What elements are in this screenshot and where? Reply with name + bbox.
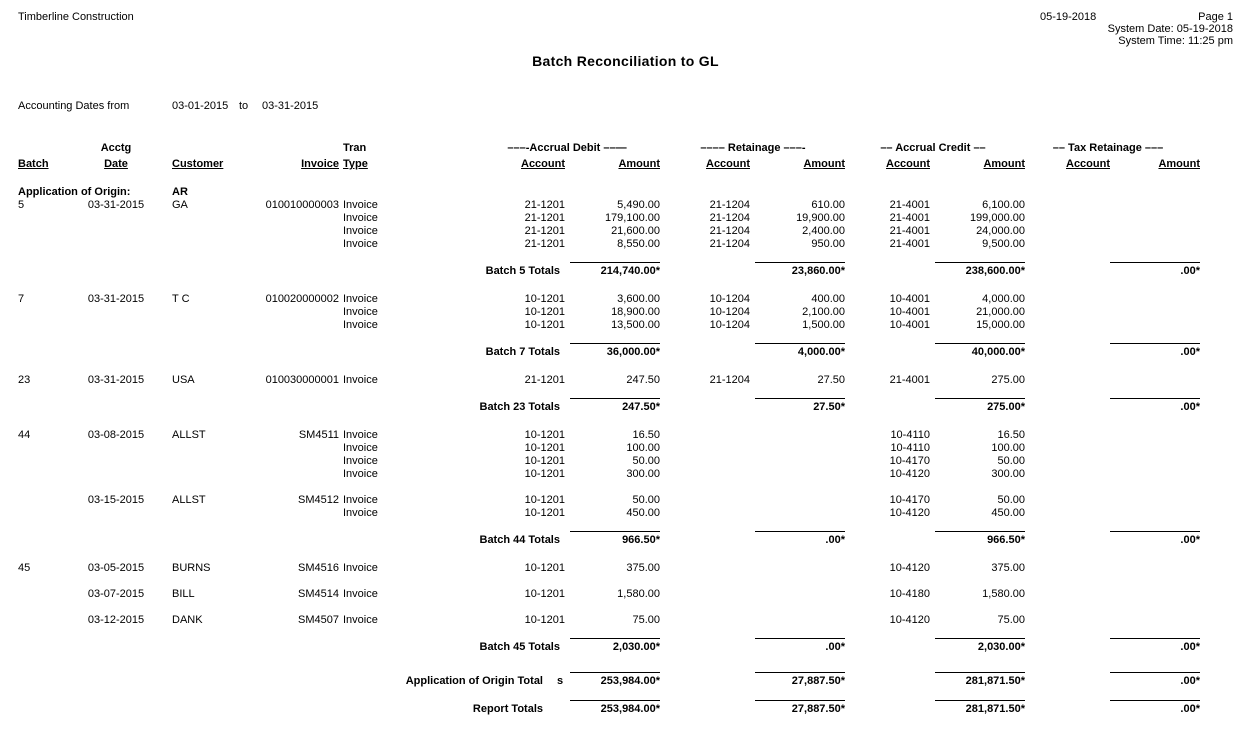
batch-total-accrual-credit: 238,600.00* [965,265,1025,277]
cell-accrual-debit-amount: 18,900.00 [611,306,660,318]
cell-accrual-credit-account: 10-4120 [889,614,930,626]
cell-batch-number: 5 [18,199,25,211]
cell-tran-type: Invoice [343,225,378,237]
group-header-tax-retainage: –– Tax Retainage ––– [1052,142,1164,154]
total-rule [755,531,845,532]
total-rule [755,700,845,701]
total-rule [1110,638,1200,639]
column-header-tran-line1: Tran [343,142,367,154]
cell-accrual-credit-amount: 4,000.00 [982,293,1025,305]
cell-accrual-debit-amount: 16.50 [632,429,660,441]
system-time: System Time: 11:25 pm [1118,35,1233,47]
column-header-tax-retainage-amount: Amount [1158,158,1200,170]
cell-retainage-account: 21-1204 [709,212,750,224]
cell-accrual-credit-amount: 50.00 [997,494,1025,506]
cell-accrual-debit-account: 21-1201 [524,374,565,386]
total-rule [755,672,845,673]
total-rule [935,638,1025,639]
batch-total-retainage: 27.50* [813,401,845,413]
column-header-tran-type: Type [343,158,368,170]
batch-total-accrual-credit: 275.00* [987,401,1025,413]
total-rule [935,262,1025,263]
batch-total-accrual-debit: 2,030.00* [612,641,660,653]
page-title: Batch Reconciliation to GL [532,53,719,69]
cell-accrual-credit-amount: 1,580.00 [982,588,1025,600]
total-rule [570,672,660,673]
cell-accrual-credit-amount: 6,100.00 [982,199,1025,211]
cell-batch-number: 45 [18,562,31,574]
cell-accrual-debit-amount: 450.00 [626,507,660,519]
system-date: System Date: 05-19-2018 [1107,23,1233,35]
column-header-acctg-date: Date [104,158,128,170]
column-header-invoice: Invoice [301,158,339,170]
cell-accrual-debit-account: 10-1201 [524,455,565,467]
cell-retainage-amount: 950.00 [811,238,845,250]
footer-total-tax-retainage: .00* [1180,675,1200,687]
cell-accrual-credit-account: 21-4001 [889,238,930,250]
cell-accrual-credit-account: 10-4120 [889,507,930,519]
batch-total-retainage: .00* [825,534,845,546]
cell-acctg-date: 03-15-2015 [87,494,145,506]
cell-accrual-credit-account: 10-4170 [889,494,930,506]
accounting-date-to: 03-31-2015 [262,100,319,112]
cell-accrual-credit-amount: 275.00 [991,374,1025,386]
column-header-retainage-account: Account [706,158,750,170]
total-rule [935,343,1025,344]
batch-total-retainage: 4,000.00* [797,346,845,358]
cell-retainage-account: 21-1204 [709,225,750,237]
footer-total-retainage: 27,887.50* [791,675,845,687]
cell-accrual-credit-account: 10-4110 [890,429,930,441]
cell-accrual-debit-account: 21-1201 [524,225,565,237]
footer-total-label-suffix: s [557,675,564,687]
cell-retainage-amount: 19,900.00 [796,212,845,224]
cell-customer: BILL [172,588,195,600]
cell-retainage-amount: 2,400.00 [802,225,845,237]
column-header-customer: Customer [172,158,224,170]
cell-tran-type: Invoice [343,494,378,506]
footer-total-tax-retainage: .00* [1180,703,1200,715]
cell-retainage-amount: 400.00 [811,293,845,305]
cell-accrual-debit-amount: 75.00 [632,614,660,626]
batch-total-accrual-debit: 214,740.00* [600,265,660,277]
total-rule [570,262,660,263]
footer-total-label: Application of Origin Total [405,675,543,687]
cell-batch-number: 7 [18,293,25,305]
batch-total-label: Batch 7 Totals [485,346,560,358]
cell-invoice: 010030000001 [265,374,339,386]
cell-accrual-credit-amount: 24,000.00 [976,225,1025,237]
cell-invoice: 010010000003 [265,199,339,211]
cell-invoice: SM4514 [298,588,339,600]
total-rule [1110,343,1200,344]
cell-accrual-debit-account: 10-1201 [524,614,565,626]
cell-invoice: SM4507 [298,614,339,626]
cell-accrual-credit-account: 21-4001 [889,212,930,224]
group-header-accrual-credit: –– Accrual Credit –– [880,142,986,154]
total-rule [570,343,660,344]
total-rule [570,398,660,399]
cell-invoice: SM4516 [298,562,339,574]
page-number: Page 1 [1198,11,1233,23]
column-header-retainage-amount: Amount [803,158,845,170]
accounting-dates-label: Accounting Dates from [18,100,130,112]
cell-accrual-credit-amount: 21,000.00 [976,306,1025,318]
cell-accrual-credit-account: 10-4120 [889,468,930,480]
batch-total-tax-retainage: .00* [1180,401,1200,413]
total-rule [755,638,845,639]
cell-accrual-debit-amount: 375.00 [626,562,660,574]
cell-accrual-credit-account: 10-4001 [889,293,930,305]
footer-total-label: Report Totals [472,703,543,715]
cell-acctg-date: 03-31-2015 [87,374,145,386]
cell-accrual-credit-amount: 16.50 [997,429,1025,441]
total-rule [570,531,660,532]
cell-accrual-credit-account: 10-4001 [889,306,930,318]
cell-accrual-debit-account: 10-1201 [524,293,565,305]
cell-accrual-debit-account: 10-1201 [524,507,565,519]
total-rule [1110,700,1200,701]
cell-tran-type: Invoice [343,293,378,305]
total-rule [1110,398,1200,399]
cell-accrual-credit-account: 10-4180 [889,588,930,600]
cell-batch-number: 23 [18,374,31,386]
total-rule [755,343,845,344]
cell-accrual-debit-amount: 179,100.00 [604,212,660,224]
cell-accrual-debit-amount: 247.50 [626,374,660,386]
footer-total-accrual-debit: 253,984.00* [600,675,660,687]
cell-invoice: SM4512 [298,494,339,506]
cell-tran-type: Invoice [343,374,378,386]
total-rule [935,398,1025,399]
cell-retainage-account: 21-1204 [709,374,750,386]
cell-customer: GA [172,199,188,211]
cell-accrual-debit-account: 10-1201 [524,588,565,600]
cell-acctg-date: 03-08-2015 [87,429,145,441]
cell-accrual-debit-amount: 300.00 [626,468,660,480]
cell-tran-type: Invoice [343,614,378,626]
total-rule [755,262,845,263]
application-of-origin-value: AR [172,186,188,198]
cell-accrual-debit-account: 10-1201 [524,429,565,441]
column-header-accrual-credit-amount: Amount [983,158,1025,170]
cell-customer: ALLST [172,494,206,506]
batch-total-accrual-debit: 36,000.00* [606,346,660,358]
cell-accrual-credit-account: 21-4001 [889,374,930,386]
batch-total-retainage: 23,860.00* [791,265,845,277]
batch-total-accrual-credit: 2,030.00* [977,641,1025,653]
batch-total-accrual-debit: 247.50* [622,401,660,413]
cell-tran-type: Invoice [343,562,378,574]
batch-total-label: Batch 45 Totals [479,641,560,653]
footer-total-accrual-debit: 253,984.00* [600,703,660,715]
cell-accrual-credit-account: 21-4001 [889,199,930,211]
cell-customer: T C [172,293,190,305]
footer-total-accrual-credit: 281,871.50* [965,675,1025,687]
batch-total-label: Batch 23 Totals [479,401,560,413]
cell-tran-type: Invoice [343,238,378,250]
cell-retainage-amount: 1,500.00 [802,319,845,331]
batch-total-tax-retainage: .00* [1180,346,1200,358]
cell-tran-type: Invoice [343,199,378,211]
footer-total-retainage: 27,887.50* [791,703,845,715]
cell-customer: DANK [172,614,203,626]
cell-tran-type: Invoice [343,507,378,519]
cell-accrual-debit-account: 10-1201 [524,442,565,454]
cell-accrual-credit-amount: 199,000.00 [969,212,1025,224]
cell-accrual-debit-amount: 13,500.00 [611,319,660,331]
cell-customer: USA [172,374,195,386]
cell-retainage-account: 21-1204 [709,238,750,250]
cell-retainage-amount: 2,100.00 [802,306,845,318]
cell-accrual-debit-account: 21-1201 [524,199,565,211]
cell-acctg-date: 03-31-2015 [87,293,145,305]
cell-customer: ALLST [172,429,206,441]
cell-acctg-date: 03-07-2015 [87,588,145,600]
cell-accrual-debit-account: 10-1201 [524,494,565,506]
cell-accrual-debit-account: 10-1201 [524,306,565,318]
cell-customer: BURNS [172,562,211,574]
cell-retainage-account: 21-1204 [709,199,750,211]
cell-tran-type: Invoice [343,319,378,331]
cell-accrual-credit-account: 10-4120 [889,562,930,574]
column-header-tax-retainage-account: Account [1066,158,1110,170]
cell-accrual-debit-amount: 100.00 [626,442,660,454]
batch-total-tax-retainage: .00* [1180,641,1200,653]
cell-accrual-debit-amount: 21,600.00 [611,225,660,237]
batch-total-tax-retainage: .00* [1180,534,1200,546]
cell-tran-type: Invoice [343,212,378,224]
cell-tran-type: Invoice [343,306,378,318]
cell-accrual-credit-amount: 100.00 [991,442,1025,454]
cell-accrual-debit-account: 21-1201 [524,238,565,250]
column-header-accrual-debit-amount: Amount [618,158,660,170]
cell-retainage-account: 10-1204 [709,319,750,331]
cell-acctg-date: 03-31-2015 [87,199,145,211]
cell-accrual-debit-account: 21-1201 [524,212,565,224]
batch-total-tax-retainage: .00* [1180,265,1200,277]
cell-accrual-debit-amount: 50.00 [632,494,660,506]
company-name: Timberline Construction [18,11,134,23]
cell-tran-type: Invoice [343,429,378,441]
batch-total-label: Batch 44 Totals [479,534,560,546]
total-rule [1110,262,1200,263]
cell-tran-type: Invoice [343,588,378,600]
total-rule [570,700,660,701]
cell-accrual-credit-amount: 50.00 [997,455,1025,467]
batch-total-accrual-credit: 966.50* [987,534,1025,546]
batch-total-retainage: .00* [825,641,845,653]
total-rule [570,638,660,639]
cell-accrual-debit-account: 10-1201 [524,468,565,480]
cell-acctg-date: 03-05-2015 [87,562,145,574]
cell-invoice: 010020000002 [265,293,339,305]
cell-accrual-credit-account: 10-4110 [890,442,930,454]
total-rule [1110,672,1200,673]
cell-acctg-date: 03-12-2015 [87,614,145,626]
cell-accrual-credit-account: 10-4001 [889,319,930,331]
column-header-batch: Batch [18,158,49,170]
column-header-accrual-credit-account: Account [886,158,930,170]
cell-accrual-credit-amount: 9,500.00 [982,238,1025,250]
total-rule [935,700,1025,701]
group-header-accrual-debit: –––-Accrual Debit ––— [507,142,627,154]
group-header-retainage: –––– Retainage –––- [700,142,806,154]
accounting-date-from: 03-01-2015 [172,100,229,112]
cell-accrual-debit-amount: 3,600.00 [617,293,660,305]
cell-tran-type: Invoice [343,455,378,467]
total-rule [935,672,1025,673]
cell-retainage-amount: 610.00 [811,199,845,211]
cell-accrual-debit-amount: 50.00 [632,455,660,467]
cell-retainage-account: 10-1204 [709,293,750,305]
cell-accrual-credit-amount: 75.00 [997,614,1025,626]
batch-total-accrual-credit: 40,000.00* [971,346,1025,358]
cell-accrual-credit-account: 10-4170 [889,455,930,467]
batch-total-label: Batch 5 Totals [485,265,560,277]
report-date: 05-19-2018 [1040,11,1097,23]
batch-total-accrual-debit: 966.50* [622,534,660,546]
cell-retainage-amount: 27.50 [817,374,845,386]
cell-tran-type: Invoice [343,442,378,454]
application-of-origin-label: Application of Origin: [18,186,131,198]
cell-accrual-debit-account: 10-1201 [524,562,565,574]
cell-tran-type: Invoice [343,468,378,480]
total-rule [1110,531,1200,532]
cell-accrual-debit-account: 10-1201 [524,319,565,331]
accounting-dates-separator: to [239,100,249,112]
cell-accrual-debit-amount: 5,490.00 [617,199,660,211]
column-header-accrual-debit-account: Account [521,158,565,170]
column-header-acctg-line1: Acctg [100,142,132,154]
footer-total-accrual-credit: 281,871.50* [965,703,1025,715]
cell-retainage-account: 10-1204 [709,306,750,318]
cell-accrual-debit-amount: 8,550.00 [617,238,660,250]
cell-accrual-credit-amount: 450.00 [991,507,1025,519]
total-rule [935,531,1025,532]
total-rule [755,398,845,399]
cell-accrual-credit-account: 21-4001 [889,225,930,237]
cell-accrual-debit-amount: 1,580.00 [617,588,660,600]
cell-accrual-credit-amount: 375.00 [991,562,1025,574]
cell-invoice: SM4511 [298,429,339,441]
cell-accrual-credit-amount: 300.00 [991,468,1025,480]
cell-batch-number: 44 [18,429,31,441]
cell-accrual-credit-amount: 15,000.00 [976,319,1025,331]
